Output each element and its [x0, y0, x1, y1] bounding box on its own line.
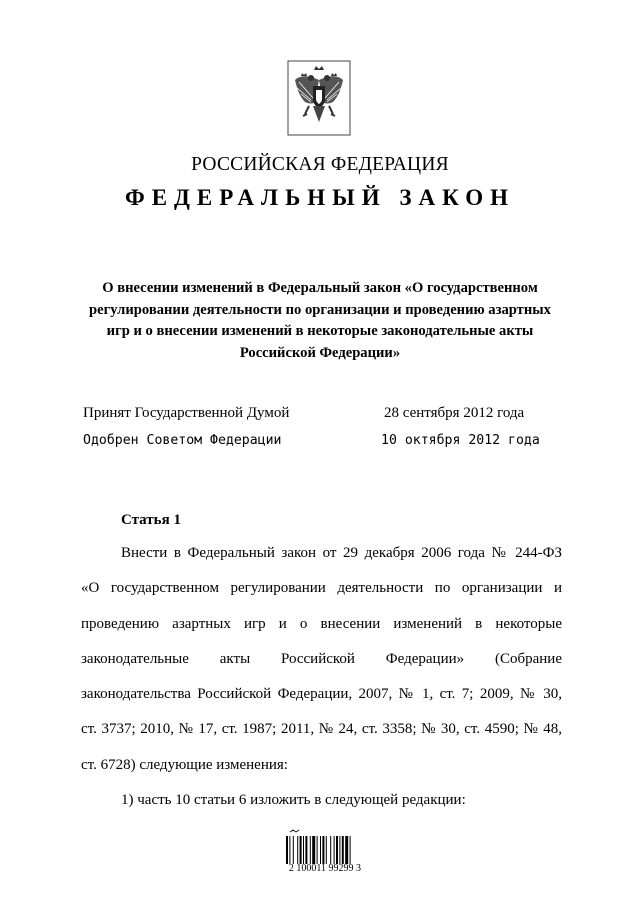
barcode-bar: [312, 836, 315, 864]
article-text-line: «О государственном регулировании деятельности по организации и: [81, 580, 562, 596]
law-title-line: Российской Федерации»: [239, 344, 401, 361]
barcode-bar: [297, 836, 298, 864]
barcode-bar: [326, 836, 327, 864]
council-approval-date: 10 октября 2012 года: [381, 433, 540, 448]
barcode-bar: [334, 836, 335, 864]
barcode-bar: [289, 836, 290, 864]
barcode-bar: [342, 836, 344, 864]
country-name: РОССИЙСКАЯ ФЕДЕРАЦИЯ: [191, 154, 449, 175]
barcode-bar: [305, 836, 307, 864]
article-item-line: 1) часть 10 статьи 6 изложить в следующей редакции:: [121, 792, 466, 808]
barcode-bar: [310, 836, 311, 864]
barcode-bar: [339, 836, 340, 864]
barcode-bar: [293, 836, 294, 864]
law-title-line: О внесении изменений в Федеральный закон «О государственном: [102, 280, 538, 296]
article-text-line: ст. 6728) следующие изменения:: [81, 757, 288, 773]
barcode-bar: [350, 836, 351, 864]
law-title: [0, 278, 640, 364]
barcode-bar: [320, 836, 321, 864]
barcode-bar: [322, 836, 324, 864]
law-type-heading: ФЕДЕРАЛЬНЫЙ ЗАКОН: [124, 185, 516, 210]
article-text-line: Внести в Федеральный закон от 29 декабря 2006 года № 244-ФЗ: [121, 545, 562, 561]
barcode-bar: [336, 836, 338, 864]
barcode-bar: [303, 836, 304, 864]
duma-adoption-label: Принят Государственной Думой: [83, 405, 290, 421]
coat-of-arms-emblem: [287, 60, 351, 136]
barcode: [284, 826, 372, 868]
article-text-line: ст. 3737; 2010, № 17, ст. 1987; 2011, № 24, ст. 3358; № 30, ст. 4590; № 48,: [81, 721, 562, 737]
council-approval-label: Одобрен Советом Федерации: [83, 433, 282, 448]
article-text-line: законодательные акты Российской Федерации» (Собрание: [81, 651, 562, 667]
law-title-line: регулировании деятельности по организации и проведению азартных: [89, 301, 551, 318]
duma-adoption-date: 28 сентября 2012 года: [384, 405, 525, 421]
barcode-number: 2 100011 99299 3: [288, 863, 362, 874]
article-text-line: законодательства Российской Федерации, 2007, № 1, ст. 7; 2009, № 30,: [81, 686, 562, 702]
law-title-line: игр и о внесении изменений в некоторые законодательные акты: [106, 323, 534, 339]
barcode-bar: [345, 836, 348, 864]
barcode-bar: [286, 836, 288, 864]
barcode-bar: [300, 836, 302, 864]
article-heading: Статья 1: [121, 512, 181, 528]
barcode-bar: [330, 836, 331, 864]
barcode-bar: [317, 836, 318, 864]
article-text-line: проведению азартных игр и о внесении изменений в некоторые: [81, 616, 562, 632]
